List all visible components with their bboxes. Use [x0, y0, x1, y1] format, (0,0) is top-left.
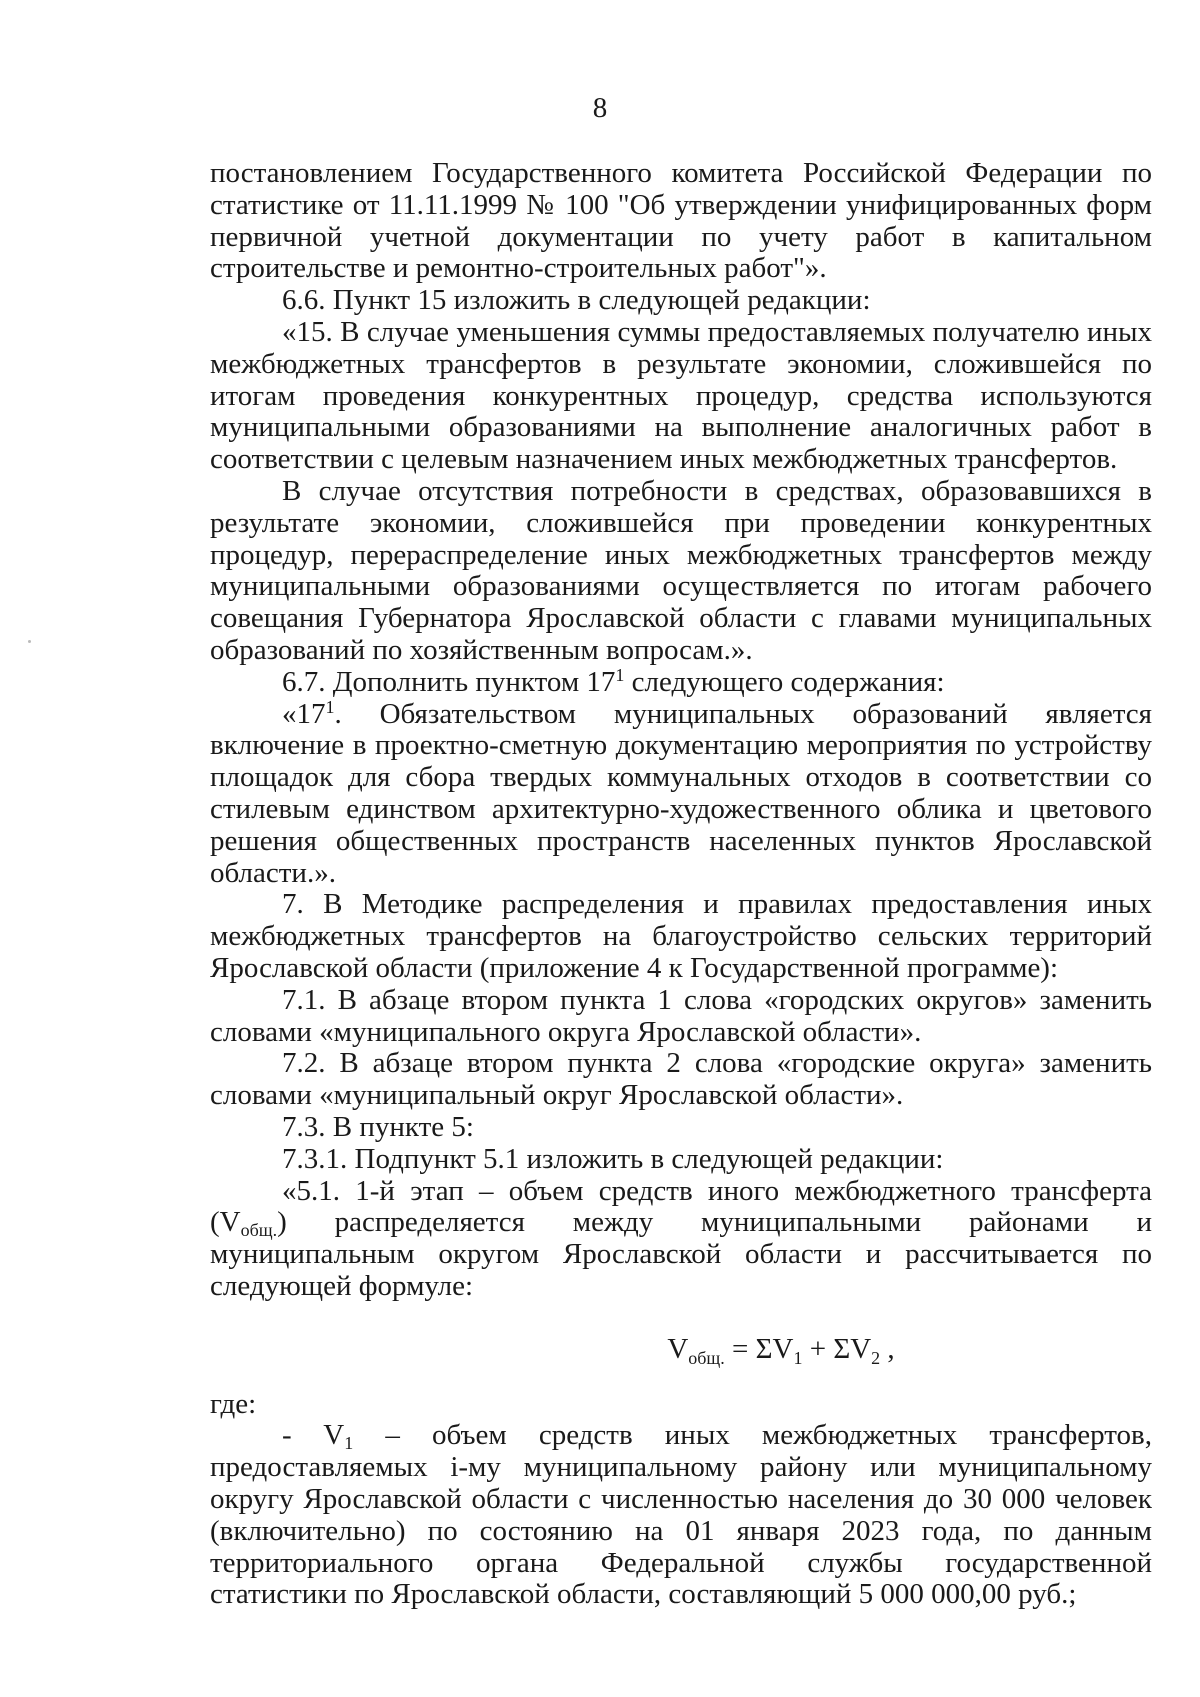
paragraph-17-1-text: . Обязательством муниципальных образований является включение в проектно-сметную документацию мероприятия по устройству площадок для сбора твердых коммунальных отходов в соответствии со стилевым единством архитектурно-художественного облика и цветового решения общественных пространств населенных пунктов Ярославской области.». [210, 697, 1152, 889]
page-number: 8 [592, 92, 608, 124]
paragraph-continuation: постановлением Государственного комитета Российской Федерации по статистике от 11.11.1999 № 100 "Об утверждении унифицированных форм первичной учетной документации по учету работ в капитальном строительстве и ремонтно-строительных работ"». [210, 157, 1152, 285]
formula-subscript-2: 2 [871, 1347, 881, 1368]
paragraph-7-2: 7.2. В абзаце втором пункта 2 слова «городские округа» заменить словами «муниципальный округ Ярославской области». [210, 1047, 1152, 1112]
paragraph-15-second: В случае отсутствия потребности в средствах, образовавшихся в результате экономии, сложившейся при проведении конкурентных процедур, перераспределение иных межбюджетных трансфертов между муниципальными образованиями осуществляется по итогам рабочего совещания Губернатора Ярославской области с главами муниципальных образований по хозяйственным вопросам.». [210, 474, 1152, 666]
paragraph-17-1 [210, 696, 1152, 890]
paragraph-6-7 [210, 664, 1152, 699]
superscript: 1 [615, 664, 625, 685]
v1-definition-text: – объем средств иных межбюджетных трансфертов, предоставляемых i-му муниципальному району или муниципальному округу Ярославской области с численностью населения до 30 000 человек (включительно) по состоянию на 01 января 2023 года, по данным территориального органа Федеральной службы государственной статистики по Ярославской области, составляющий 5 000 000,00 руб.; [210, 1419, 1152, 1611]
v1-symbol: - V [282, 1419, 345, 1452]
where-label: где: [210, 1387, 257, 1420]
formula [210, 1332, 1152, 1375]
paragraph-6-7-text: 6.7. Дополнить пунктом 17 [282, 665, 616, 698]
paragraph-7-3: 7.3. В пункте 5: [282, 1110, 474, 1143]
paragraph-5-1-start: «5.1. 1-й этап – объем средств иного межбюджетного трансферта (V [210, 1174, 1152, 1239]
subscript: 1 [344, 1433, 354, 1454]
paragraph-5-1-text: ) распределяется между муниципальными районами и муниципальным округом Ярославской области и рассчитывается по следующей формуле: [210, 1206, 1152, 1302]
paragraph-17-1-start: «17 [282, 697, 326, 730]
paragraph-6-7-tail: следующего содержания: [624, 665, 945, 698]
formula-plus: + ΣV [802, 1332, 872, 1365]
superscript: 1 [325, 696, 335, 717]
formula-tail: , [880, 1332, 895, 1365]
paragraph-7-1: 7.1. В абзаце втором пункта 1 слова «городских округов» заменить словами «муниципального округа Ярославской области». [210, 983, 1152, 1048]
paragraph-15: «15. В случае уменьшения суммы предоставляемых получателю иных межбюджетных трансфертов в результате экономии, сложившейся по итогам проведения конкурентных процедур, средства используются муниципальными образованиями на выполнение аналогичных работ в соответствии с целевым назначением иных межбюджетных трансфертов. [210, 315, 1152, 476]
paragraph-7: 7. В Методике распределения и правилах предоставления иных межбюджетных трансфертов на благоустройство сельских территорий Ярославской области (приложение 4 к Государственной программе): [210, 888, 1152, 984]
formula-eq: = ΣV [724, 1332, 794, 1365]
formula-lhs-subscript: общ. [688, 1347, 725, 1368]
paragraph-6-6: 6.6. Пункт 15 изложить в следующей редакции: [282, 284, 871, 317]
subscript: общ. [240, 1220, 278, 1241]
formula-lhs: V [667, 1332, 689, 1365]
scan-artifact [28, 640, 31, 643]
formula-subscript-1: 1 [793, 1347, 803, 1368]
paragraph-7-3-1: 7.3.1. Подпункт 5.1 изложить в следующей редакции: [282, 1142, 944, 1175]
document-body [210, 158, 1152, 1611]
paragraph-v1-definition [210, 1420, 1152, 1611]
paragraph-5-1 [210, 1176, 1152, 1303]
